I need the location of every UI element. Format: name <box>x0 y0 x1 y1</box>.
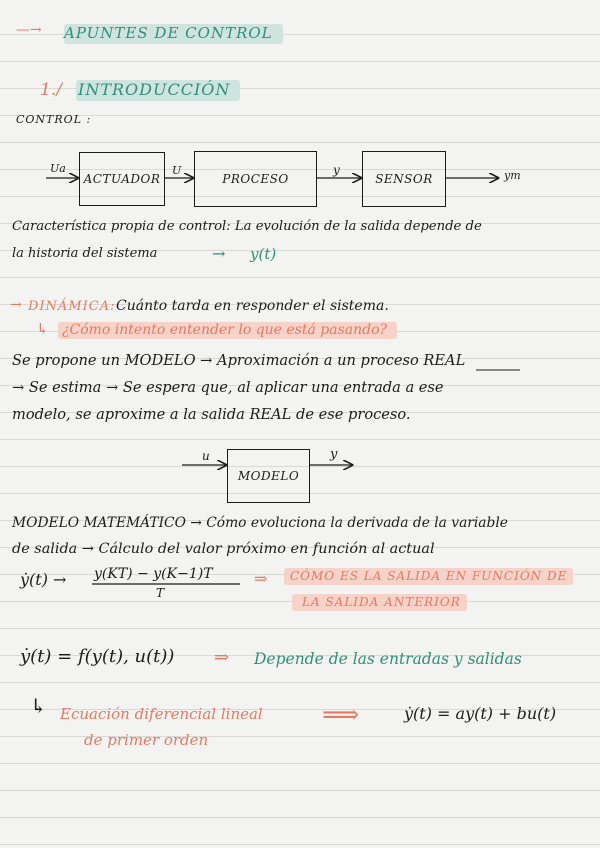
dynamics-question: ¿Cómo intento entender lo que está pasando? <box>58 322 397 339</box>
linear-arrow: ⟹ <box>322 700 360 730</box>
characteristic-yt: y(t) <box>250 245 277 263</box>
characteristic-line-2: la historia del sistema <box>12 246 158 261</box>
sensor-block <box>362 151 446 207</box>
sensor-label: SENSOR <box>375 172 433 186</box>
header-arrow: —→ <box>16 22 42 38</box>
linear-line-2: de primer orden <box>84 731 209 749</box>
diagram-input-label: Ua <box>50 162 66 175</box>
model-line-2: → Se estima → Se espera que, al aplicar una entrada a ese <box>12 379 444 396</box>
dynamics-text: Cuánto tarda en responder el sistema. <box>116 298 389 314</box>
dynamics-sub-arrow: ↳ <box>36 320 49 338</box>
model-block <box>227 449 310 503</box>
dynamics-label: DINÁMICA: <box>28 299 116 314</box>
process-block <box>194 151 317 207</box>
model-block-label: MODELO <box>237 469 300 483</box>
characteristic-line-1: Característica propia de control: La evolución de la salida depende de <box>12 219 482 234</box>
math-note-arrow: ⇒ <box>254 569 268 588</box>
section-title: INTRODUCCIÓN <box>76 80 240 101</box>
model-line-3: modelo, se aproxime a la salida REAL de ese proceso. <box>12 406 411 423</box>
diagram-y-label: y <box>333 163 340 177</box>
diagram-u-label: U <box>172 164 182 177</box>
section-number: 1./ <box>40 80 62 100</box>
math-note-line-2: LA SALIDA ANTERIOR <box>292 594 467 611</box>
derivative-left: ẏ(t) → <box>20 570 67 589</box>
linear-formula: ẏ(t) = ay(t) + bu(t) <box>404 704 557 723</box>
model-input-label: u <box>202 449 210 463</box>
actuator-label: ACTUADOR <box>83 172 161 186</box>
derivative-numerator: y(KT) − y(K−1)T <box>94 566 213 582</box>
state-equation: ẏ(t) = f(y(t), u(t)) <box>20 646 175 667</box>
state-equation-note: Depende de las entradas y salidas <box>254 650 522 668</box>
process-label: PROCESO <box>222 172 289 186</box>
actuator-block <box>79 152 165 206</box>
control-label: CONTROL : <box>16 113 92 126</box>
model-output-label: y <box>330 447 338 462</box>
dynamics-arrow: → <box>10 297 22 313</box>
state-equation-arrow: ⇒ <box>214 647 230 668</box>
math-model-line-1: MODELO MATEMÁTICO → Cómo evoluciona la derivada de la variable <box>12 515 508 531</box>
derivative-denominator: T <box>156 586 165 600</box>
page-title: APUNTES DE CONTROL <box>64 24 283 44</box>
math-model-line-2: de salida → Cálculo del valor próximo en función al actual <box>12 541 435 557</box>
diagram-output-label: ym <box>504 169 521 182</box>
linear-hook: ↳ <box>30 694 47 718</box>
characteristic-arrow: → <box>212 244 226 263</box>
model-line-1: Se propone un MODELO → Aproximación a un proceso REAL <box>12 352 466 369</box>
math-note-line-1: CÓMO ES LA SALIDA EN FUNCIÓN DE <box>284 568 573 585</box>
linear-line-1: Ecuación diferencial lineal <box>60 705 263 723</box>
